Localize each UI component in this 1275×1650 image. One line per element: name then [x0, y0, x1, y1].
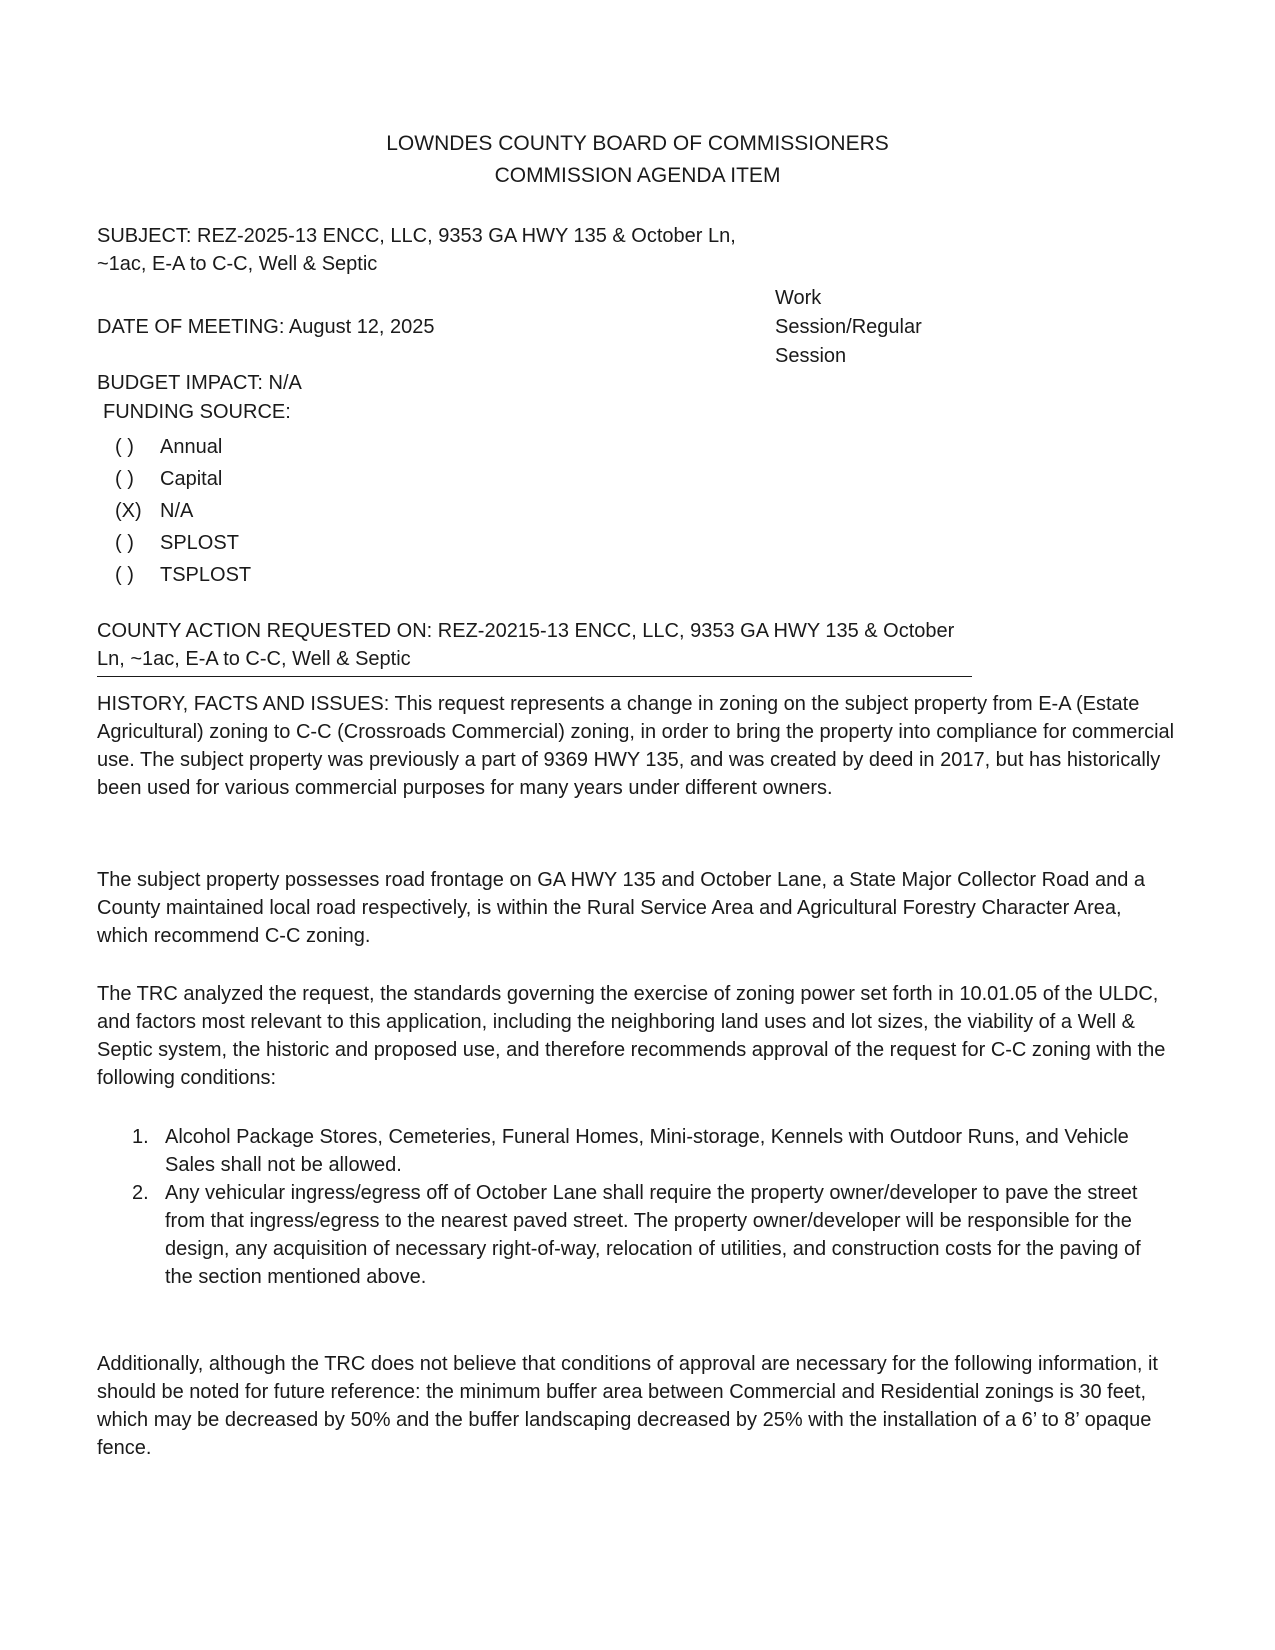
history-facts-issues: HISTORY, FACTS AND ISSUES: This request represents a change in zoning on the subject property from E-A (Estate Agricultural) zoning to C-C (Crossroads Commercial) zoning, in order to bring the property into compliance for commercial use. The subject property was previously a part of 9369 HWY 135, and was created by deed in 2017, but has historically been used for various commercial purposes for many years under different owners.: [97, 693, 1175, 799]
condition-number: 2.: [132, 1182, 149, 1204]
session-line-1: Work: [775, 287, 822, 309]
funding-option-mark: ( ): [115, 468, 134, 490]
funding-option-label: TSPLOST: [160, 564, 252, 586]
county-action-requested: COUNTY ACTION REQUESTED ON: REZ-20215-13 ENCC, LLC, 9353 GA HWY 135 & October Ln, ~1ac, E-A to C-C, Well & Septic: [97, 617, 972, 677]
funding-option-annual: [115, 431, 251, 463]
header-agenda-title: COMMISSION AGENDA ITEM: [494, 164, 781, 187]
funding-source-label: FUNDING SOURCE:: [103, 401, 291, 423]
additional-notes-paragraph: Additionally, although the TRC does not believe that conditions of approval are necessary for the following information, it should be noted for future reference: the minimum buffer area between Commercial and Residential zonings is 30 feet, which may be decreased by 50% and the buffer landscaping decreased by 25% with the installation of a 6’ to 8’ opaque fence.: [97, 1353, 1158, 1459]
funding-option-capital: [115, 463, 251, 495]
subject-line: SUBJECT: REZ-2025-13 ENCC, LLC, 9353 GA HWY 135 & October Ln, ~1ac, E-A to C-C, Well & Septic: [97, 225, 736, 275]
road-frontage-paragraph: The subject property possesses road frontage on GA HWY 135 and October Lane, a State Major Collector Road and a County maintained local road respectively, is within the Rural Service Area and Agricultural Forestry Character Area, which recommend C-C zoning.: [97, 869, 1146, 947]
condition-text: Any vehicular ingress/egress off of October Lane shall require the property owner/developer to pave the street from that ingress/egress to the nearest paved street. The property owner/developer will be responsible for the design, any acquisition of necessary right-of-way, relocation of utilities, and construction costs for the paving of the section mentioned above.: [165, 1182, 1141, 1288]
funding-option-label: SPLOST: [160, 532, 239, 554]
conditions-list: [132, 1123, 1172, 1291]
funding-option-label: N/A: [160, 500, 194, 522]
condition-item: [132, 1123, 1172, 1179]
condition-item: [132, 1179, 1172, 1291]
funding-option-splost: [115, 527, 251, 559]
session-type: [775, 284, 975, 371]
funding-option-mark: ( ): [115, 532, 134, 554]
funding-source-options: [115, 431, 251, 591]
header-board-title: LOWNDES COUNTY BOARD OF COMMISSIONERS: [386, 132, 889, 155]
date-of-meeting: DATE OF MEETING: August 12, 2025: [97, 316, 435, 338]
funding-option-label: Capital: [160, 468, 223, 490]
budget-impact: BUDGET IMPACT: N/A: [97, 372, 302, 394]
document-header: [0, 128, 1275, 192]
session-line-2: Session/Regular: [775, 316, 922, 338]
condition-text: Alcohol Package Stores, Cemeteries, Funeral Homes, Mini-storage, Kennels with Outdoor Runs, and Vehicle Sales shall not be allowed.: [165, 1126, 1129, 1176]
funding-option-label: Annual: [160, 436, 223, 458]
session-line-3: Session: [775, 345, 847, 367]
trc-analysis-paragraph: The TRC analyzed the request, the standards governing the exercise of zoning power set forth in 10.01.05 of the ULDC, and factors most relevant to this application, including the neighboring land uses and lot sizes, the viability of a Well & Septic system, the historic and proposed use, and therefore recommends approval of the request for C-C zoning with the following conditions:: [97, 983, 1166, 1089]
funding-option-na: [115, 495, 251, 527]
condition-number: 1.: [132, 1126, 149, 1148]
funding-option-mark: ( ): [115, 436, 134, 458]
funding-option-mark: (X): [115, 500, 142, 522]
funding-option-mark: ( ): [115, 564, 134, 586]
funding-option-tsplost: [115, 559, 251, 591]
